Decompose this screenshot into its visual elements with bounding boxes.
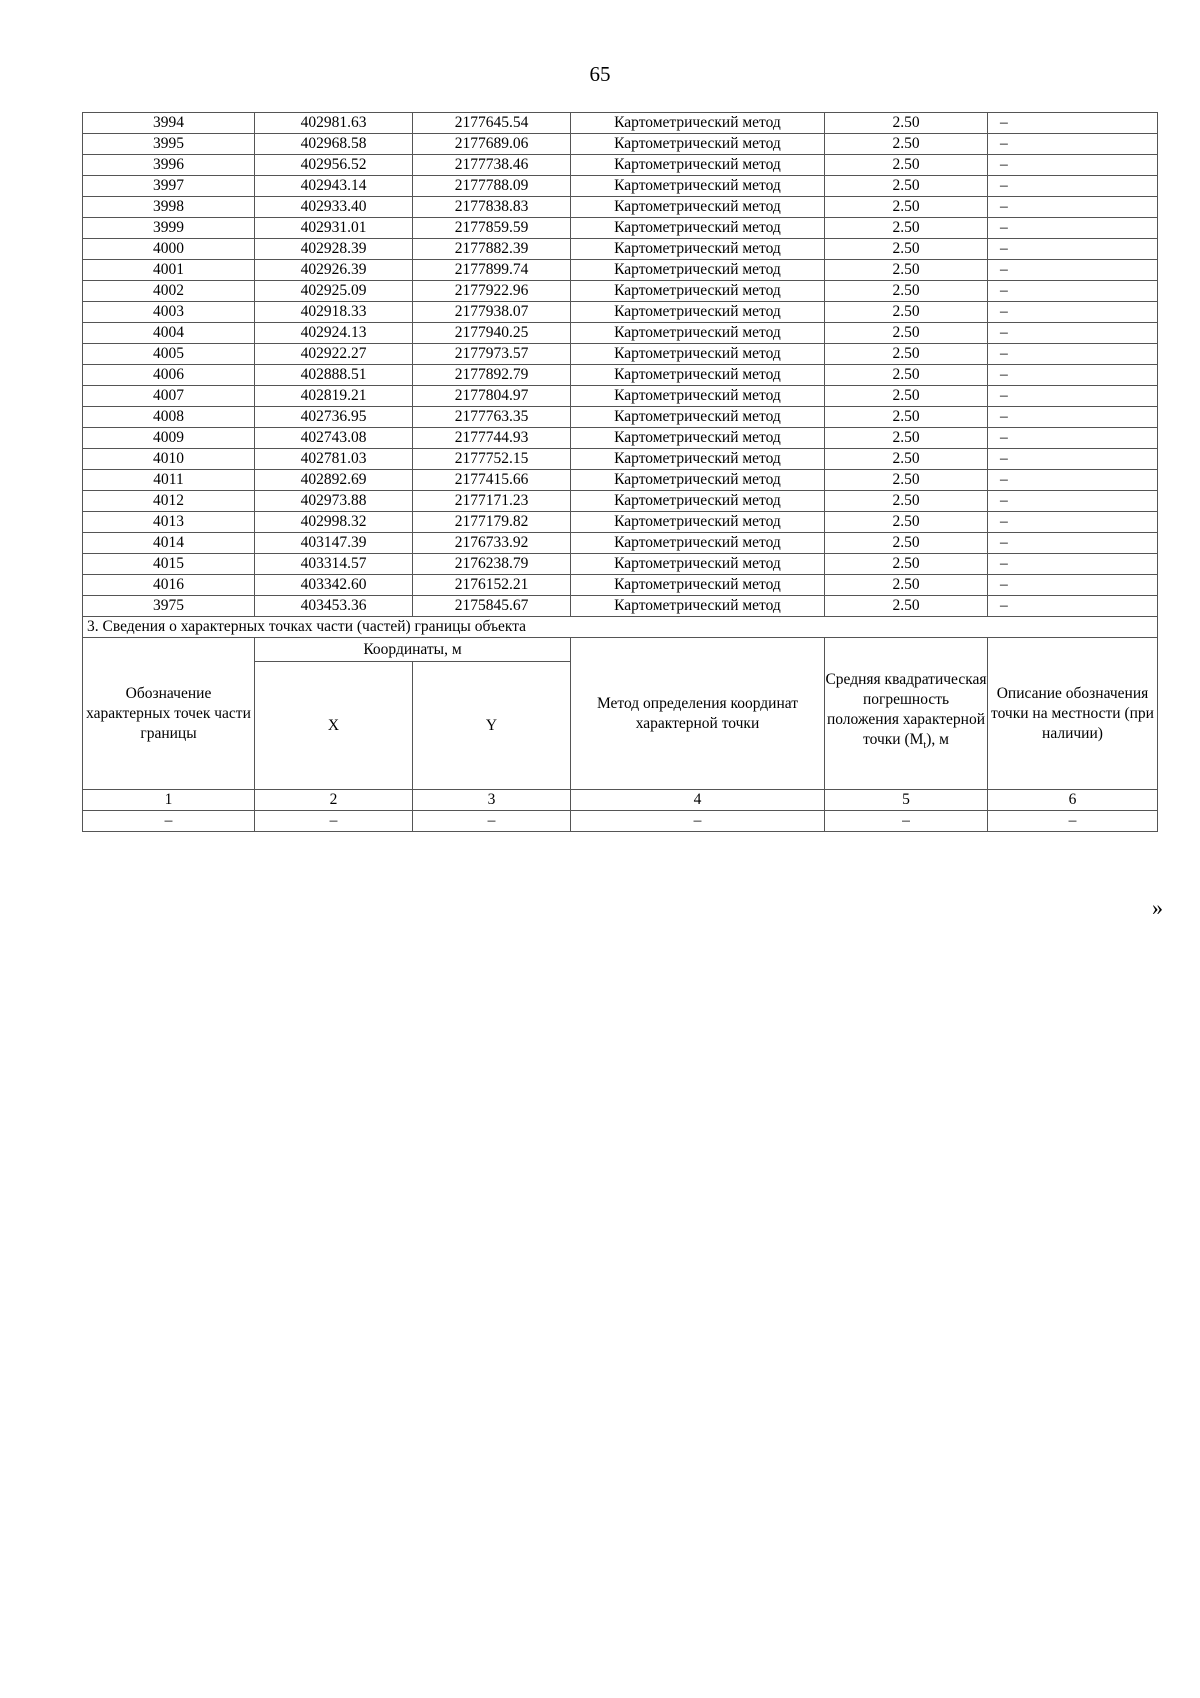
y-coordinate: 2177804.97 [413,386,571,407]
column-number: 3 [413,790,571,811]
table-row [83,281,1158,302]
description: – [988,239,1158,260]
point-number: 3997 [83,176,255,197]
column-number: 5 [825,790,988,811]
point-number: 3998 [83,197,255,218]
closing-quote-mark: » [1152,895,1163,920]
y-coordinate: 2177689.06 [413,134,571,155]
method: Картометрический метод [571,281,825,302]
x-coordinate: 402926.39 [255,260,413,281]
error: 2.50 [825,134,988,155]
header-error-unit: ), м [926,731,949,749]
x-coordinate: 402892.69 [255,470,413,491]
x-coordinate: 402925.09 [255,281,413,302]
description: – [988,386,1158,407]
error: 2.50 [825,281,988,302]
x-coordinate: 402781.03 [255,449,413,470]
description: – [988,113,1158,134]
x-coordinate: 402973.88 [255,491,413,512]
method: Картометрический метод [571,197,825,218]
x-coordinate: 403453.36 [255,596,413,617]
error: 2.50 [825,155,988,176]
point-number: 4009 [83,428,255,449]
coordinates-table [82,112,1158,832]
table-row [83,365,1158,386]
method: Картометрический метод [571,176,825,197]
error: 2.50 [825,197,988,218]
method: Картометрический метод [571,134,825,155]
x-coordinate: 402918.33 [255,302,413,323]
table-row [83,302,1158,323]
x-coordinate: 402931.01 [255,218,413,239]
description: – [988,176,1158,197]
x-coordinate: 402933.40 [255,197,413,218]
section-3-title: 3. Сведения о характерных точках части (частей) границы объекта [83,617,1158,638]
table-row [83,470,1158,491]
point-number: 4012 [83,491,255,512]
x-coordinate: 402924.13 [255,323,413,344]
point-number: 3995 [83,134,255,155]
x-coordinate: 402981.63 [255,113,413,134]
x-coordinate: 402736.95 [255,407,413,428]
description: – [988,554,1158,575]
method: Картометрический метод [571,491,825,512]
table-row [83,197,1158,218]
y-coordinate: 2176238.79 [413,554,571,575]
description: – [988,428,1158,449]
point-number: 4015 [83,554,255,575]
error: 2.50 [825,344,988,365]
error: 2.50 [825,302,988,323]
data-rows [83,113,1158,617]
method: Картометрический метод [571,155,825,176]
description: – [988,281,1158,302]
section-3-title-row [83,617,1158,638]
description: – [988,260,1158,281]
y-coordinate: 2177940.25 [413,323,571,344]
table-row [83,575,1158,596]
y-coordinate: 2177788.09 [413,176,571,197]
point-number: 4007 [83,386,255,407]
y-coordinate: 2177179.82 [413,512,571,533]
method: Картометрический метод [571,365,825,386]
error: 2.50 [825,491,988,512]
error: 2.50 [825,449,988,470]
y-coordinate: 2177882.39 [413,239,571,260]
error: 2.50 [825,533,988,554]
table-row [83,407,1158,428]
section-3-header-row-1 [83,638,1158,662]
column-number: 2 [255,790,413,811]
method: Картометрический метод [571,512,825,533]
y-coordinate: 2177938.07 [413,302,571,323]
x-coordinate: 403314.57 [255,554,413,575]
x-coordinate: 402956.52 [255,155,413,176]
empty-cell: – [83,811,255,832]
y-coordinate: 2177973.57 [413,344,571,365]
y-coordinate: 2177645.54 [413,113,571,134]
header-x: X [255,662,413,790]
y-coordinate: 2177752.15 [413,449,571,470]
table-row [83,218,1158,239]
method: Картометрический метод [571,533,825,554]
description: – [988,344,1158,365]
column-numbers-row [83,790,1158,811]
description: – [988,512,1158,533]
method: Картометрический метод [571,302,825,323]
point-number: 3999 [83,218,255,239]
error: 2.50 [825,365,988,386]
header-error [825,638,988,790]
error: 2.50 [825,596,988,617]
error: 2.50 [825,512,988,533]
error: 2.50 [825,218,988,239]
x-coordinate: 402922.27 [255,344,413,365]
table-row [83,155,1158,176]
point-number: 4006 [83,365,255,386]
error: 2.50 [825,323,988,344]
y-coordinate: 2177738.46 [413,155,571,176]
error: 2.50 [825,113,988,134]
method: Картометрический метод [571,554,825,575]
empty-cell: – [571,811,825,832]
error: 2.50 [825,407,988,428]
method: Картометрический метод [571,449,825,470]
table-row [83,323,1158,344]
y-coordinate: 2175845.67 [413,596,571,617]
column-number: 6 [988,790,1158,811]
error: 2.50 [825,260,988,281]
description: – [988,302,1158,323]
point-number: 4011 [83,470,255,491]
error: 2.50 [825,575,988,596]
error: 2.50 [825,470,988,491]
y-coordinate: 2177763.35 [413,407,571,428]
y-coordinate: 2176152.21 [413,575,571,596]
header-error-subscript: t [923,740,927,752]
table-row [83,596,1158,617]
description: – [988,470,1158,491]
point-number: 4005 [83,344,255,365]
description: – [988,218,1158,239]
method: Картометрический метод [571,218,825,239]
method: Картометрический метод [571,386,825,407]
y-coordinate: 2177744.93 [413,428,571,449]
column-number: 4 [571,790,825,811]
point-number: 4013 [83,512,255,533]
table-row [83,344,1158,365]
x-coordinate: 402968.58 [255,134,413,155]
description: – [988,197,1158,218]
empty-cell: – [413,811,571,832]
description: – [988,134,1158,155]
method: Картометрический метод [571,575,825,596]
error: 2.50 [825,386,988,407]
error: 2.50 [825,176,988,197]
empty-cell: – [988,811,1158,832]
x-coordinate: 402888.51 [255,365,413,386]
point-number: 4004 [83,323,255,344]
x-coordinate: 402998.32 [255,512,413,533]
point-number: 4010 [83,449,255,470]
description: – [988,533,1158,554]
table-row [83,533,1158,554]
description: – [988,491,1158,512]
y-coordinate: 2177892.79 [413,365,571,386]
method: Картометрический метод [571,260,825,281]
y-coordinate: 2177415.66 [413,470,571,491]
x-coordinate: 402928.39 [255,239,413,260]
y-coordinate: 2176733.92 [413,533,571,554]
point-number: 3994 [83,113,255,134]
x-coordinate: 402943.14 [255,176,413,197]
table-row [83,449,1158,470]
point-number: 4001 [83,260,255,281]
point-number: 4002 [83,281,255,302]
table-row [83,554,1158,575]
table-row [83,428,1158,449]
description: – [988,365,1158,386]
description: – [988,575,1158,596]
method: Картометрический метод [571,113,825,134]
table-row [83,176,1158,197]
description: – [988,449,1158,470]
method: Картометрический метод [571,470,825,491]
error: 2.50 [825,428,988,449]
column-number: 1 [83,790,255,811]
empty-cell: – [825,811,988,832]
method: Картометрический метод [571,344,825,365]
table-row [83,491,1158,512]
header-description: Описание обозначения точки на местности (при наличии) [988,638,1158,790]
header-method: Метод определения координат характерной точки [571,638,825,790]
table-row [83,386,1158,407]
description: – [988,407,1158,428]
x-coordinate: 402743.08 [255,428,413,449]
description: – [988,323,1158,344]
y-coordinate: 2177838.83 [413,197,571,218]
header-error-text: Средняя квадратическая погрешность положения характерной точки (М [825,671,987,749]
point-number: 4008 [83,407,255,428]
x-coordinate: 402819.21 [255,386,413,407]
header-y: Y [413,662,571,790]
empty-data-row [83,811,1158,832]
point-number: 4003 [83,302,255,323]
point-number: 3996 [83,155,255,176]
y-coordinate: 2177899.74 [413,260,571,281]
method: Картометрический метод [571,323,825,344]
error: 2.50 [825,239,988,260]
method: Картометрический метод [571,239,825,260]
header-point-designation: Обозначение характерных точек части границы [83,638,255,790]
header-coordinates: Координаты, м [255,638,571,662]
table-row [83,260,1158,281]
y-coordinate: 2177922.96 [413,281,571,302]
method: Картометрический метод [571,596,825,617]
point-number: 4000 [83,239,255,260]
description: – [988,155,1158,176]
point-number: 4016 [83,575,255,596]
x-coordinate: 403147.39 [255,533,413,554]
empty-cell: – [255,811,413,832]
method: Картометрический метод [571,407,825,428]
y-coordinate: 2177171.23 [413,491,571,512]
point-number: 3975 [83,596,255,617]
page-number: 65 [589,62,611,86]
table-row [83,134,1158,155]
error: 2.50 [825,554,988,575]
y-coordinate: 2177859.59 [413,218,571,239]
method: Картометрический метод [571,428,825,449]
table-row [83,239,1158,260]
table-row [83,512,1158,533]
description: – [988,596,1158,617]
x-coordinate: 403342.60 [255,575,413,596]
point-number: 4014 [83,533,255,554]
table-row [83,113,1158,134]
